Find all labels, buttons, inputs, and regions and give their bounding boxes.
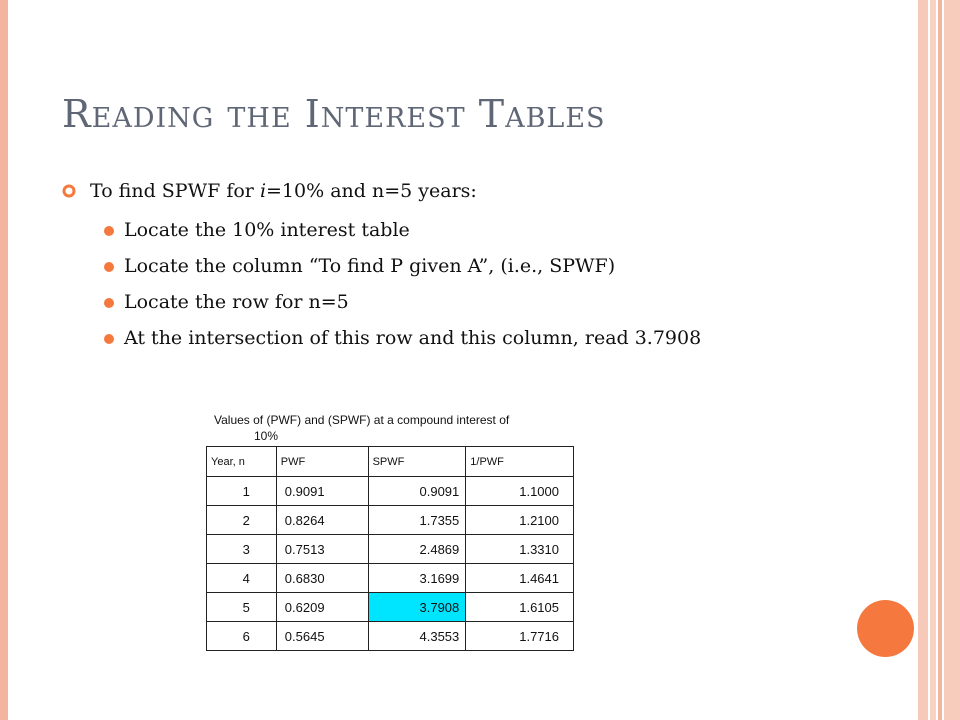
- cell-spwf: 1.7355: [368, 506, 466, 535]
- sub-bullet-item: [62, 212, 701, 248]
- cell-spwf-highlighted: 3.7908: [368, 593, 466, 622]
- cell-year: 3: [207, 535, 277, 564]
- bullet-dot-icon: [104, 262, 114, 272]
- bullet-list: [62, 176, 701, 356]
- table-header-row: [207, 447, 574, 477]
- cell-spwf: 0.9091: [368, 477, 466, 506]
- cell-pwf: 0.6209: [276, 593, 368, 622]
- sub-bullet-text: At the intersection of this row and this column, read 3.7908: [124, 327, 702, 349]
- bullet-item: [62, 176, 701, 212]
- cell-pwf: 0.8264: [276, 506, 368, 535]
- table-row: [207, 564, 574, 593]
- sub-bullet-text: Locate the row for n=5: [124, 291, 349, 313]
- bullet-text-suffix: =10% and n=5 years:: [266, 180, 477, 202]
- bullet-text-var: i: [259, 180, 267, 202]
- table-row: [207, 535, 574, 564]
- table-caption-line1: Values of (PWF) and (SPWF) at a compound interest of: [214, 413, 510, 427]
- cell-inv-pwf: 1.1000: [466, 477, 574, 506]
- right-decor-stripe: [930, 0, 936, 720]
- bullet-text-prefix: To find SPWF for: [90, 180, 260, 202]
- cell-year: 4: [207, 564, 277, 593]
- bullet-dot-icon: [104, 334, 114, 344]
- sub-bullet-item: [62, 320, 701, 356]
- bullet-dot-icon: [104, 226, 114, 236]
- cell-pwf: 0.5645: [276, 622, 368, 651]
- right-decor-stripe: [938, 0, 942, 720]
- sub-bullet-item: [62, 284, 701, 320]
- table-row: [207, 506, 574, 535]
- cell-year: 1: [207, 477, 277, 506]
- slide-title: Reading the Interest Tables: [62, 92, 606, 136]
- header-year: Year, n: [207, 447, 277, 477]
- sub-bullet-list: [62, 212, 701, 356]
- cell-pwf: 0.7513: [276, 535, 368, 564]
- right-decor-stripe: [944, 0, 960, 720]
- table-caption: [214, 412, 574, 444]
- table-caption-line2: 10%: [254, 429, 279, 443]
- cell-spwf: 3.1699: [368, 564, 466, 593]
- decor-circle: [857, 600, 914, 657]
- header-spwf: SPWF: [368, 447, 466, 477]
- table-row: [207, 593, 574, 622]
- header-inv-pwf: 1/PWF: [466, 447, 574, 477]
- cell-pwf: 0.6830: [276, 564, 368, 593]
- cell-inv-pwf: 1.2100: [466, 506, 574, 535]
- cell-inv-pwf: 1.4641: [466, 564, 574, 593]
- sub-bullet-text: Locate the column “To find P given A”, (i.e., SPWF): [124, 255, 616, 277]
- sub-bullet-item: [62, 248, 701, 284]
- cell-spwf: 2.4869: [368, 535, 466, 564]
- cell-year: 5: [207, 593, 277, 622]
- sub-bullet-text: Locate the 10% interest table: [124, 219, 410, 241]
- table-row: [207, 622, 574, 651]
- cell-inv-pwf: 1.3310: [466, 535, 574, 564]
- cell-inv-pwf: 1.6105: [466, 593, 574, 622]
- left-decor-bar: [0, 0, 8, 720]
- cell-inv-pwf: 1.7716: [466, 622, 574, 651]
- header-pwf: PWF: [276, 447, 368, 477]
- cell-pwf: 0.9091: [276, 477, 368, 506]
- cell-year: 6: [207, 622, 277, 651]
- cell-spwf: 4.3553: [368, 622, 466, 651]
- bullet-dot-icon: [104, 298, 114, 308]
- bullet-ring-icon: [62, 184, 76, 198]
- right-decor-stripe: [918, 0, 928, 720]
- cell-year: 2: [207, 506, 277, 535]
- interest-table: [206, 446, 574, 651]
- sub-bullet-group: [62, 212, 701, 356]
- table-row: [207, 477, 574, 506]
